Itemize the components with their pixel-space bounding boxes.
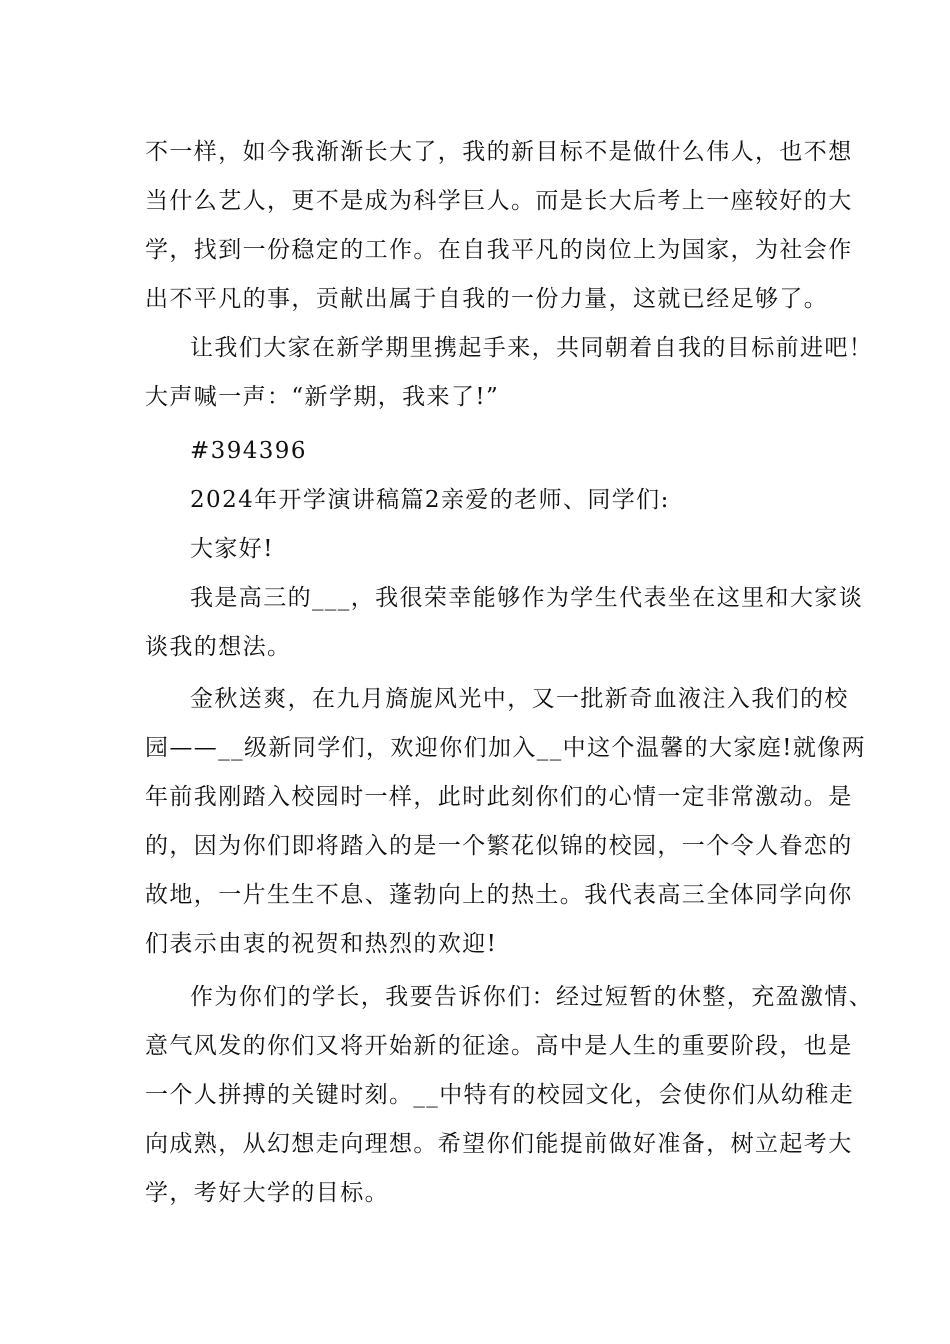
text-line: 的，因为你们即将踏入的是一个繁花似锦的校园，一个令人眷恋的 <box>145 833 853 859</box>
text-line: 大声喊一声：“新学期，我来了!” <box>145 384 500 410</box>
text-line: 年前我刚踏入校园时一样，此时此刻你们的心情一定非常激动。是 <box>145 784 853 810</box>
text-line: 一个人拼搏的关键时刻。__中特有的校园文化，会使你们从幼稚走 <box>145 1082 854 1108</box>
text-line: 意气风发的你们又将开始新的征途。高中是人生的重要阶段，也是 <box>145 1033 853 1059</box>
text-line: #394396 <box>190 438 307 464</box>
text-line: 故地，一片生生不息、蓬勃向上的热土。我代表高三全体同学向你 <box>145 882 853 908</box>
text-line: 出不平凡的事，贡献出属于自我的一份力量，这就已经足够了。 <box>145 286 829 312</box>
text-line: 向成熟，从幻想走向理想。希望你们能提前做好准备，树立起考大 <box>145 1131 853 1157</box>
text-line: 谈我的想法。 <box>145 634 292 660</box>
text-line: 学，找到一份稳定的工作。在自我平凡的岗位上为国家，为社会作 <box>145 237 853 263</box>
text-line: 大家好! <box>190 536 274 562</box>
text-line: 学，考好大学的目标。 <box>145 1180 389 1206</box>
text-line: 作为你们的学长，我要告诉你们：经过短暂的休整，充盈激情、 <box>190 984 874 1010</box>
text-line: 金秋送爽，在九月旖旎风光中，又一批新奇血液注入我们的校 <box>190 686 849 712</box>
text-line: 园——__级新同学们，欢迎你们加入__中这个温馨的大家庭!就像两 <box>145 735 867 761</box>
text-line: 让我们大家在新学期里携起手来，共同朝着自我的目标前进吧！ <box>190 335 874 361</box>
heading-line: 2024年开学演讲稿篇2亲爱的老师、同学们: <box>190 487 670 513</box>
text-line: 们表示由衷的祝贺和热烈的欢迎! <box>145 931 498 957</box>
text-line: 当什么艺人，更不是成为科学巨人。而是长大后考上一座较好的大 <box>145 188 853 214</box>
text-line: 我是高三的___，我很荣幸能够作为学生代表坐在这里和大家谈 <box>190 585 864 611</box>
text-line: 不一样，如今我渐渐长大了，我的新目标不是做什么伟人，也不想 <box>145 139 853 165</box>
